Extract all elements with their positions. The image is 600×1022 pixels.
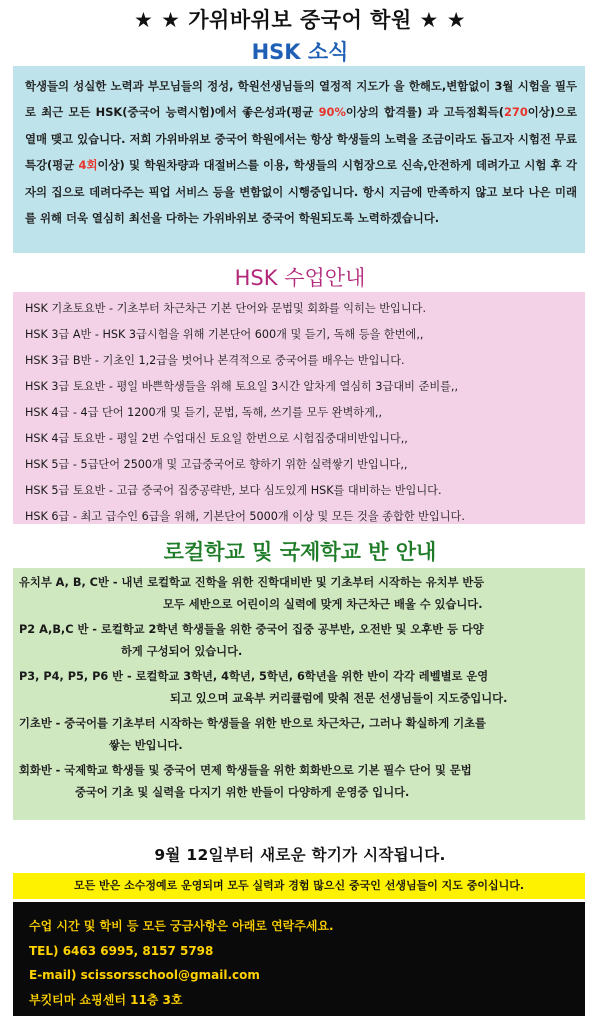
- class-section-title: HSK 수업안내: [234, 266, 366, 290]
- class-item: HSK 5급 - 5급단어 2500개 및 고급중국어로 향하기 위한 실력쌓기 반입니다,,: [25, 458, 408, 471]
- news-text: 이상)으로 열매 맺고 있습니다. 저희 가위바위보 중국어 학원에서는 항상 학생들의 노력을 조금이라도 돕고자 시험전 무료특강(평균: [25, 105, 577, 173]
- news-text: 이상의 합격률) 과 고득점획득(: [345, 105, 504, 120]
- contact-address: 부킷티마 쇼핑센터 11층 3호: [29, 992, 183, 1007]
- semester-start-notice: 9월 12일부터 새로운 학기가 시작됩니다.: [154, 846, 446, 864]
- class-item: HSK 4급 토요반 - 평일 2번 수업대신 토요일 한번으로 시험집중대비반입니다,,: [25, 432, 408, 445]
- class-item: HSK 기초토요반 - 기초부터 차근차근 기본 단어와 문법및 회화를 익히는 반입니다.: [25, 302, 427, 315]
- school-item: [19, 713, 579, 756]
- class-item: HSK 6급 - 최고 급수인 6급을 위해, 기본단어 5000개 이상 및 모든 것을 종합한 반입니다.: [25, 510, 465, 523]
- contact-box: [13, 902, 585, 1016]
- news-paragraph: [25, 73, 577, 231]
- school-item: [19, 760, 579, 803]
- class-item: HSK 3급 토요반 - 평일 바쁜학생들을 위해 토요일 3시간 알차게 열심히 3급대비 준비를,,: [25, 380, 459, 393]
- school-item: [19, 619, 579, 662]
- school-section-title: 로컬학교 및 국제학교 반 안내: [163, 540, 437, 564]
- class-item: HSK 5급 토요반 - 고급 중국어 집중공략반, 보다 심도있게 HSK를 대비하는 반입니다.: [25, 484, 442, 497]
- school-item-line2: 쌓는 반입니다.: [109, 738, 183, 752]
- school-item-line2: 하게 구성되어 있습니다.: [121, 644, 243, 658]
- school-item-line2: 되고 있으며 교육부 커리큘럼에 맞춰 전문 선생님들이 지도중입니다.: [170, 691, 508, 705]
- news-highlight: 270: [503, 105, 528, 120]
- school-list-box: [13, 568, 585, 820]
- school-item: [19, 572, 579, 615]
- contact-tel[interactable]: TEL) 6463 6995, 8157 5798: [29, 943, 214, 958]
- school-item-line1: P2 A,B,C 반 - 로컬학교 2학년 학생들을 위한 중국어 집중 공부반, 오전반 및 오후반 등 다양: [19, 623, 484, 636]
- school-item-line2: 모두 세반으로 어린이의 실력에 맞게 차근차근 배울 수 있습니다.: [163, 597, 483, 611]
- school-item-line2: 중국어 기초 및 실력을 다지기 위한 반들이 다양하게 운영중 입니다.: [75, 785, 410, 799]
- contact-email[interactable]: E-mail) scissorsschool@gmail.com: [29, 968, 260, 982]
- school-item: [19, 666, 579, 709]
- news-section-title: HSK 소식: [251, 40, 349, 64]
- class-list-box: [13, 292, 585, 524]
- news-box: [13, 66, 585, 253]
- school-item-line1: 기초반 - 중국어를 기초부터 시작하는 학생들을 위한 반으로 차근차근, 그러나 확실하게 기초를: [19, 717, 486, 730]
- news-highlight: 4회: [78, 158, 98, 173]
- class-item: HSK 4급 - 4급 단어 1200개 및 듣기, 문법, 독해, 쓰기를 모두 완벽하게,,: [25, 406, 382, 419]
- school-item-line1: P3, P4, P5, P6 반 - 로컬학교 3학년, 4학년, 5학년, 6학년을 위한 반이 각각 레벨별로 운영: [19, 670, 489, 683]
- contact-intro: 수업 시간 및 학비 등 모든 궁금사항은 아래로 연락주세요.: [29, 919, 334, 933]
- class-item: HSK 3급 A반 - HSK 3급시험을 위해 기본단어 600개 및 듣기, 독해 등을 한번에,,: [25, 328, 424, 341]
- school-item-line1: 유치부 A, B, C반 - 내년 로컬학교 진학을 위한 진학대비반 및 기초부터 시작하는 유치부 반등: [19, 576, 485, 589]
- teacher-notice-banner: 모든 반은 소수정예로 운영되며 모두 실력과 경험 많으신 중국인 선생님들이 지도 중이십니다.: [13, 873, 585, 899]
- class-item: HSK 3급 B반 - 기초인 1,2급을 벗어나 본격적으로 중국어를 배우는 반입니다.: [25, 354, 405, 367]
- news-text: 학생들의 성실한 노력과 부모님들의 정성, 학원선생님들의 열정적 지도가 을 한해도,변함없이 3월 시험을 필두로 최근 모든 HSK(중국어 능력시험)에서 좋은성과(평균: [25, 79, 577, 120]
- news-highlight: 90%: [318, 105, 346, 120]
- news-text: 이상) 및 학원차량과 대절버스를 이용, 학생들의 시험장으로 신속,안전하게 데려가고 시험 후 각자의 집으로 데려다주는 픽업 서비스 등을 변함없이 시행중입니다. 항시 지금에 만족하지 않고 보다 나은 미래를 위해 더욱 열심히 최선을 다하는 가위바위보 중국어 학원되도록 노력하겠습니다.: [25, 158, 577, 226]
- page-title: ★ ★ 가위바위보 중국어 학원 ★ ★: [133, 8, 467, 32]
- school-item-line1: 회화반 - 국제학교 학생들 및 중국어 면제 학생들을 위한 회화반으로 기본 필수 단어 및 문법: [19, 764, 472, 777]
